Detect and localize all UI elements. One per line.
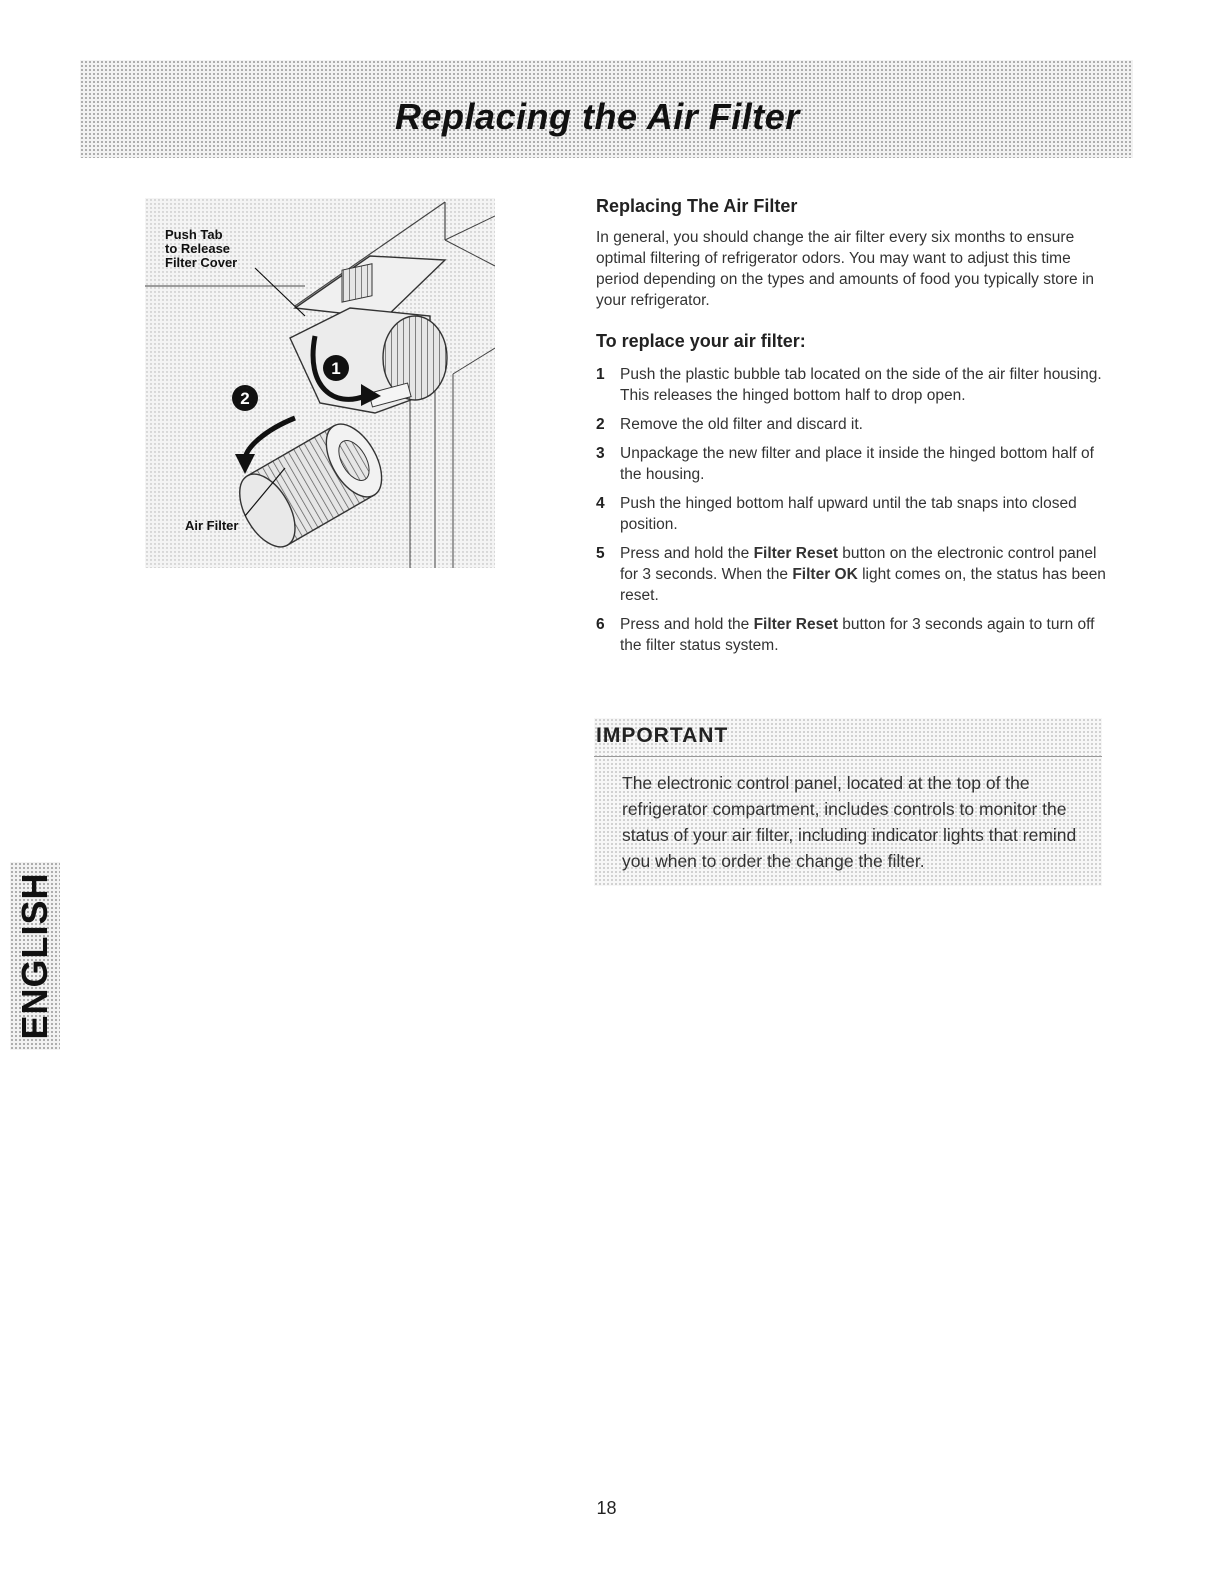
- step-text: Unpackage the new filter and place it inside the hinged bottom half of the housing.: [620, 445, 1094, 483]
- step-text: button on the electronic control panel for 3 seconds. When the: [620, 545, 1097, 583]
- step-text: button for 3 seconds again to turn off the filter status system.: [620, 616, 1095, 654]
- page-title: Replacing the Air Filter: [395, 96, 800, 137]
- intro-paragraph: In general, you should change the air filter every six months to ensure optimal filtering of refrigerator odors. You may want to adjust this time period depending on the types and amounts of food you typically store in your refrigerator.: [596, 229, 1095, 309]
- step-text: Push the hinged bottom half upward until the tab snaps into closed position.: [620, 495, 1077, 533]
- step-marker-1-label: 1: [331, 359, 341, 378]
- push-tab-line-1: Push Tab: [165, 227, 223, 242]
- step-text: Press and hold the: [620, 545, 754, 562]
- important-notice: [594, 718, 1102, 886]
- step-number: 6: [596, 616, 605, 633]
- push-tab-line-2: to Release: [165, 241, 231, 256]
- step-item: [596, 493, 1106, 535]
- step-number: 1: [596, 366, 605, 383]
- steps-list: [596, 364, 1106, 656]
- instructions-column: [596, 196, 1106, 664]
- step-number: 2: [596, 416, 605, 433]
- step-text: Push the plastic bubble tab located on the side of the air filter housing. This releases the hinged bottom half to drop open.: [620, 366, 1102, 404]
- important-divider: [594, 756, 1102, 757]
- important-title: IMPORTANT: [596, 724, 729, 747]
- important-text: The electronic control panel, located at the top of the refrigerator compartment, includes controls to monitor the status of your air filter, including indicator lights that remind you when to order the change the filter.: [622, 773, 1077, 871]
- step-marker-2: [232, 385, 258, 411]
- step-text: light comes on, the status has been reset.: [620, 566, 1106, 604]
- language-tab: [10, 862, 60, 1050]
- step-marker-1: [323, 355, 349, 381]
- step-number: 5: [596, 545, 605, 562]
- step-item: [596, 414, 1106, 435]
- step-emphasis: Filter OK: [792, 566, 858, 583]
- step-text: Remove the old filter and discard it.: [620, 416, 863, 433]
- section-title: Replacing The Air Filter: [596, 196, 798, 216]
- step-marker-2-label: 2: [240, 389, 250, 408]
- page-number: 18: [596, 1498, 617, 1518]
- step-number: 3: [596, 445, 605, 462]
- air-filter-illustration: [145, 198, 495, 568]
- step-item: [596, 364, 1106, 406]
- step-text: Press and hold the: [620, 616, 754, 633]
- push-tab-line-3: Filter Cover: [165, 255, 238, 270]
- push-tab-callout: [165, 228, 237, 270]
- step-number: 4: [596, 495, 605, 512]
- step-item: [596, 543, 1106, 606]
- step-item: [596, 614, 1106, 656]
- language-tab-label: ENGLISH: [14, 872, 55, 1040]
- step-item: [596, 443, 1106, 485]
- air-filter-callout: Air Filter: [185, 518, 239, 533]
- step-emphasis: Filter Reset: [753, 545, 838, 562]
- steps-title: To replace your air filter:: [596, 331, 806, 351]
- step-emphasis: Filter Reset: [753, 616, 838, 633]
